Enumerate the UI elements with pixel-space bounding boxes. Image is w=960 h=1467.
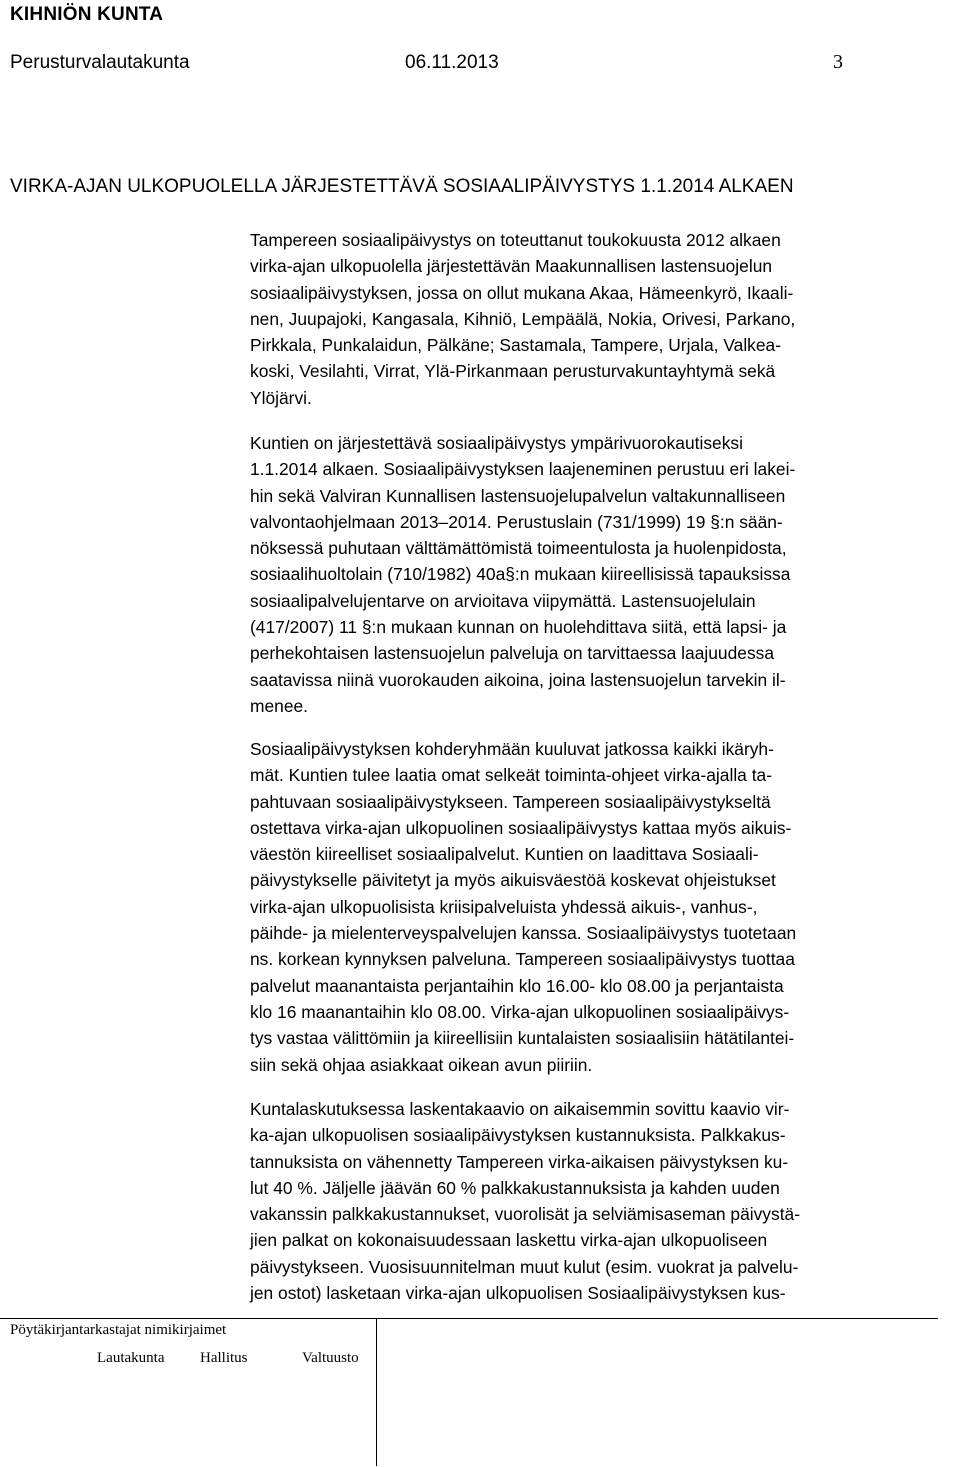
text-line: nöksessä puhutaan välttämättömistä toimeentulosta ja huolenpidosta, [250, 538, 787, 559]
paragraph-3 [250, 736, 940, 1078]
text-line: virka-ajan ulkopuolella järjestettävän Maakunnallisen lastensuojelun [250, 256, 773, 277]
text-line: valvontaohjelmaan 2013–2014. Perustuslain (731/1999) 19 §:n sään- [250, 511, 783, 532]
text-line: koski, Vesilahti, Virrat, Ylä-Pirkanmaan perusturvakuntayhtymä sekä [250, 361, 776, 382]
meeting-date: 06.11.2013 [405, 52, 499, 73]
committee-name: Perusturvalautakunta [10, 52, 190, 73]
text-line: mät. Kuntien tulee laatia omat selkeät toiminta-ohjeet virka-ajalla ta- [250, 765, 772, 786]
section-title: VIRKA-AJAN ULKOPUOLELLA JÄRJESTETTÄVÄ SOSIAALIPÄIVYSTYS 1.1.2014 ALKAEN [10, 176, 794, 197]
paragraph-1 [250, 227, 940, 411]
text-line: tys vastaa välittömiin ja kiireellisiin kuntalaisten sosiaalisiin hätätilantei- [250, 1028, 795, 1049]
text-line: klo 16 maanantaihin klo 08.00. Virka-ajan ulkopuolinen sosiaalipäivys- [250, 1001, 790, 1022]
signature-column-council: Valtuusto [302, 1350, 359, 1366]
text-line: (417/2007) 11 §:n mukaan kunnan on huolehdittava siitä, että lapsi- ja [250, 617, 787, 638]
text-line: vakanssin palkkakustannukset, vuorolisät ja selviämisaseman päivystä- [250, 1204, 800, 1225]
page-number: 3 [833, 51, 843, 73]
text-line: Pirkkala, Punkalaidun, Pälkäne; Sastamala, Tampere, Urjala, Valkea- [250, 335, 782, 356]
signature-footer-separator [376, 1318, 377, 1466]
text-line: nen, Juupajoki, Kangasala, Kihniö, Lempäälä, Nokia, Orivesi, Parkano, [250, 308, 796, 329]
text-line: Sosiaalipäivystyksen kohderyhmään kuuluvat jatkossa kaikki ikäryh- [250, 739, 774, 759]
text-line: Kuntien on järjestettävä sosiaalipäivystys ympärivuorokautiseksi [250, 433, 743, 453]
text-line: sosiaalipalvelujentarve on arvioitava viipymättä. Lastensuojelulain [250, 590, 756, 611]
text-line: lut 40 %. Jäljelle jäävän 60 % palkkakustannuksista ja kahden uuden [250, 1177, 780, 1198]
signature-footer-divider [0, 1318, 938, 1467]
paragraph-2 [250, 430, 940, 719]
text-line: Ylöjärvi. [250, 387, 312, 408]
text-line: siin sekä ohjaa asiakkaat oikean avun piiriin. [250, 1054, 593, 1075]
text-line: hin sekä Valviran Kunnallisen lastensuojelupalvelun valtakunnalliseen [250, 485, 786, 506]
organization-name: KIHNIÖN KUNTA [10, 4, 164, 25]
signature-column-committee: Lautakunta [97, 1350, 165, 1366]
text-line: ka-ajan ulkopuolisen sosiaalipäivystyksen kustannuksista. Palkkakus- [250, 1125, 786, 1146]
text-line: menee. [250, 695, 309, 716]
text-line: perhekohtaisen lastensuojelun palveluja on tarvittaessa laajuudessa [250, 643, 775, 664]
signature-footer-title: Pöytäkirjantarkastajat nimikirjaimet [10, 1322, 227, 1338]
text-line: päivystykselle päivitetyt ja myös aikuisväestöä koskevat ohjeistukset [250, 870, 776, 891]
text-line: jen ostot) lasketaan virka-ajan ulkopuolisen Sosiaalipäivystyksen kus- [250, 1283, 786, 1304]
text-line: tannuksista on vähennetty Tampereen virka-aikaisen päivystyksen ku- [250, 1151, 789, 1172]
text-line: Tampereen sosiaalipäivystys on toteuttanut toukokuusta 2012 alkaen [250, 230, 781, 250]
text-line: Kuntalaskutuksessa laskentakaavio on aikaisemmin sovittu kaavio vir- [250, 1099, 790, 1119]
text-line: ns. korkean kynnyksen palveluna. Tampereen sosiaalipäivystys tuottaa [250, 949, 795, 970]
text-line: sosiaalihuoltolain (710/1982) 40a§:n mukaan kiireellisissä tapauksissa [250, 564, 791, 585]
text-line: virka-ajan ulkopuolisista kriisipalveluista yhdessä aikuis-, vanhus-, [250, 896, 758, 917]
signature-column-board: Hallitus [200, 1350, 248, 1366]
text-line: 1.1.2014 alkaen. Sosiaalipäivystyksen laajeneminen perustuu eri lakei- [250, 459, 796, 480]
text-line: saatavissa niinä vuorokauden aikoina, joina lastensuojelun tarvekin il- [250, 669, 786, 690]
text-line: pahtuvaan sosiaalipäivystykseen. Tampereen sosiaalipäivystykseltä [250, 791, 771, 812]
text-line: ostettava virka-ajan ulkopuolinen sosiaalipäivystys kattaa myös aikuis- [250, 817, 792, 838]
text-line: jien palkat on kokonaisuudessaan laskettu virka-ajan ulkopuoliseen [250, 1230, 768, 1251]
text-line: sosiaalipäivystyksen, jossa on ollut mukana Akaa, Hämeenkyrö, Ikaali- [250, 282, 794, 303]
text-line: päihde- ja mielenterveyspalvelujen kanssa. Sosiaalipäivystys tuotetaan [250, 923, 797, 944]
text-line: päivystykseen. Vuosisuunnitelman muut kulut (esim. vuokrat ja palvelu- [250, 1256, 799, 1277]
text-line: väestön kiireelliset sosiaalipalvelut. Kuntien on laadittava Sosiaali- [250, 844, 759, 865]
paragraph-4 [250, 1096, 940, 1306]
text-line: palvelut maanantaista perjantaihin klo 16.00- klo 08.00 ja perjantaista [250, 975, 784, 996]
